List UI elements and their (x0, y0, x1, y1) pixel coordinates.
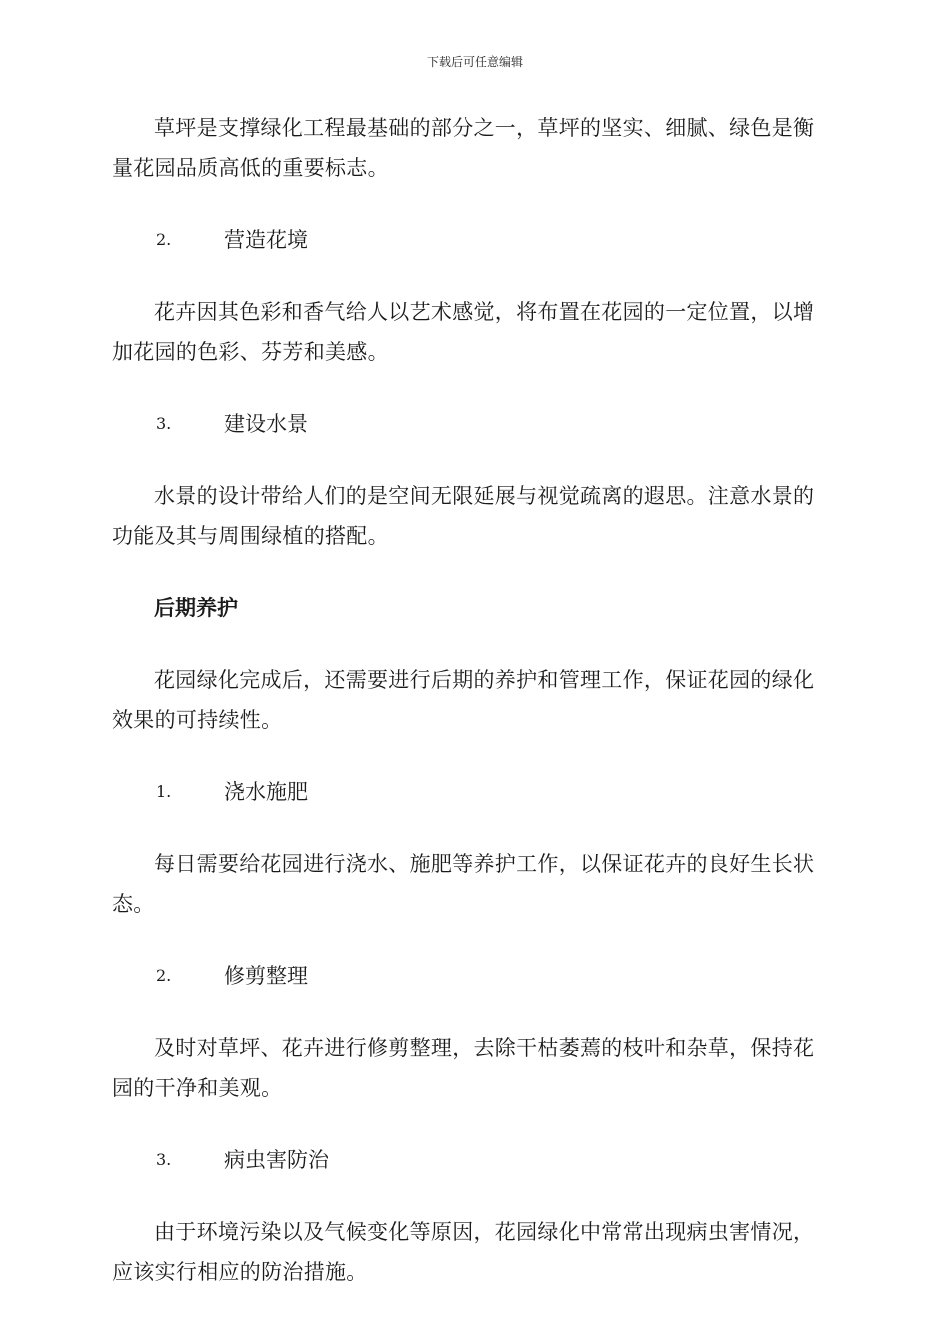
list-item (112, 772, 832, 812)
list-item-label: 修剪整理 (224, 964, 308, 988)
paragraph: 花园绿化完成后，还需要进行后期的养护和管理工作，保证花园的绿化效果的可持续性。 (112, 668, 815, 732)
list-item (112, 1140, 832, 1180)
list-item (112, 404, 832, 444)
list-item-number: 3. (156, 414, 172, 433)
paragraph: 花卉因其色彩和香气给人以艺术感觉，将布置在花园的一定位置，以增加花园的色彩、芬芳和美感。 (112, 300, 815, 364)
page-header: 下载后可任意编辑 (426, 55, 523, 69)
list-item-number: 2. (156, 966, 172, 985)
paragraph: 由于环境污染以及气候变化等原因，花园绿化中常常出现病虫害情况，应该实行相应的防治措施。 (112, 1220, 815, 1284)
list-item-number: 3. (156, 1150, 172, 1169)
document-body (112, 108, 832, 1324)
paragraph: 草坪是支撑绿化工程最基础的部分之一，草坪的坚实、细腻、绿色是衡量花园品质高低的重要标志。 (112, 116, 815, 180)
paragraph: 及时对草坪、花卉进行修剪整理，去除干枯萎蔫的枝叶和杂草，保持花园的干净和美观。 (112, 1036, 815, 1100)
list-item-label: 病虫害防治 (224, 1148, 329, 1172)
list-item-label: 建设水景 (224, 412, 308, 436)
section-heading: 后期养护 (154, 596, 238, 620)
list-item-label: 浇水施肥 (224, 780, 308, 804)
paragraph: 每日需要给花园进行浇水、施肥等养护工作，以保证花卉的良好生长状态。 (112, 852, 815, 916)
list-item (112, 220, 832, 260)
list-item-number: 1. (156, 782, 172, 801)
list-item (112, 956, 832, 996)
list-item-label: 营造花境 (224, 228, 308, 252)
paragraph: 水景的设计带给人们的是空间无限延展与视觉疏离的遐思。注意水景的功能及其与周围绿植的搭配。 (112, 484, 815, 548)
list-item-number: 2. (156, 230, 172, 249)
